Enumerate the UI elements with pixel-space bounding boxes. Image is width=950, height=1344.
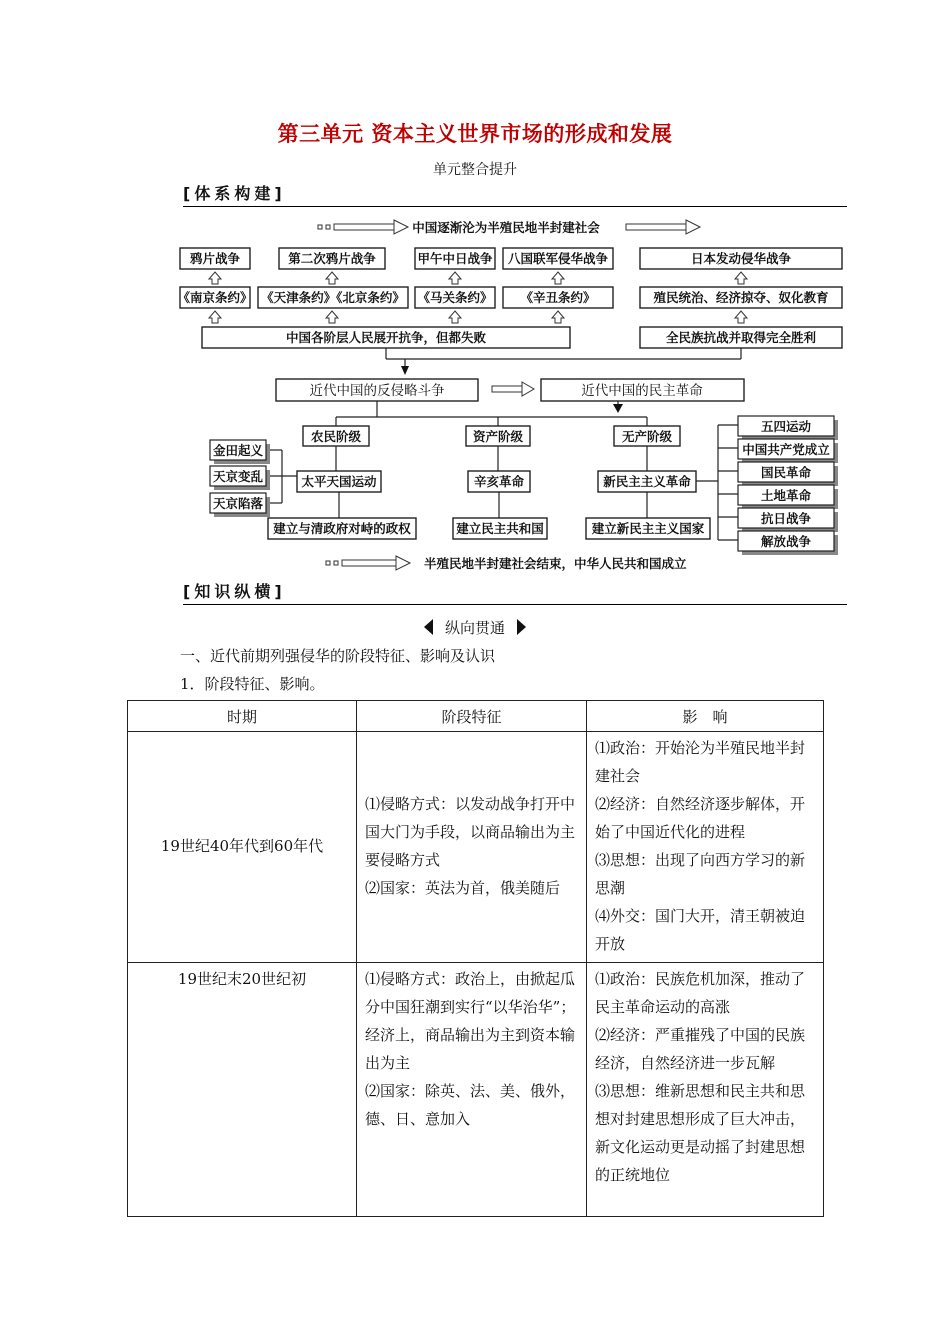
row2-impact-cell <box>587 963 824 1217</box>
row2-feature-2: ⑵国家：除英、法、美、俄外，德、日、意加入 <box>365 1082 576 1128</box>
treaty-boxes <box>177 287 842 308</box>
top-hollow-arrow <box>318 220 700 235</box>
document-subtitle: 单元整合提升 <box>433 162 517 178</box>
row1-impact-3: ⑶思想：出现了向西方学习的新思潮 <box>595 851 806 897</box>
heading-2: 1．阶段特征、影响。 <box>180 675 325 693</box>
heading-1: 一、近代前期列强侵华的阶段特征、影响及认识 <box>180 647 496 665</box>
row2-feature-1: ⑴侵略方式：政治上，由掀起瓜分中国狂潮到实行“以华治华”；经济上，商品输出为主到资本输出为主 <box>365 970 576 1072</box>
event-liberation-war: 解放战争 <box>760 534 812 549</box>
resist-win-text: 全民族抗战并取得完全胜利 <box>665 330 817 345</box>
top-arrow-text: 中国逐渐沦为半殖民地半封建社会 <box>412 220 600 235</box>
row2-period: 19世纪末20世纪初 <box>177 970 307 988</box>
row1-impact-cell <box>587 732 824 963</box>
treaty-shimonoseki: 《马关条约》 <box>417 290 493 305</box>
vertical-label: 纵向贯通 <box>444 619 505 637</box>
anti-aggression-text: 近代中国的反侵略斗争 <box>309 383 445 399</box>
row1-features-cell <box>357 732 587 963</box>
resist-fail-text: 中国各阶层人民展开抗争，但都失败 <box>285 330 487 345</box>
treaty-tianjin-beijing: 《天津条约》《北京条约》 <box>261 290 405 305</box>
event-tianjing-bianluan: 天京变乱 <box>212 469 264 484</box>
bottom-arrow-text: 半殖民地半封建社会结束，中华人民共和国成立 <box>424 556 687 571</box>
row2-period-cell <box>128 963 357 1217</box>
table-header-row <box>128 701 824 732</box>
row1-feature-2: ⑵国家：英法为首，俄美随后 <box>365 879 561 897</box>
header-impact: 影 响 <box>587 701 824 732</box>
war-japan-invasion: 日本发动侵华战争 <box>690 251 792 266</box>
event-anti-japanese-war: 抗日战争 <box>760 511 812 526</box>
row1-period-cell <box>128 732 357 963</box>
middle-hollow-arrow <box>492 382 534 396</box>
row2-impact-2: ⑵经济：严重摧残了中国的民族经济，自然经济进一步瓦解 <box>595 1026 806 1072</box>
treaty-nanjing: 《南京条约》 <box>177 290 253 305</box>
row1-impact-4: ⑷外交：国门大开，清王朝被迫开放 <box>595 907 806 953</box>
proletariat-events <box>718 416 838 555</box>
new-democratic-text: 新民主主义革命 <box>603 474 691 489</box>
header-period: 时期 <box>128 701 357 732</box>
section-heading-system-label: [体系构建] <box>183 184 286 203</box>
taiping-result-text: 建立与清政府对峙的政权 <box>273 521 411 536</box>
war-opium: 鸦片战争 <box>189 251 241 266</box>
new-democratic-result-text: 建立新民主主义国家 <box>591 521 705 536</box>
event-land-revolution: 土地革命 <box>760 488 812 503</box>
event-tianjing-xianluo: 天京陷落 <box>212 496 264 511</box>
row1-period: 19世纪40年代到60年代 <box>160 837 324 855</box>
table-row <box>128 963 824 1217</box>
section-heading-knowledge <box>183 580 847 605</box>
event-ccp-founded: 中国共产党成立 <box>742 442 830 457</box>
row1-feature-1: ⑴侵略方式：以发动战争打开中国大门为手段，以商品输出为主要侵略方式 <box>365 795 576 869</box>
taiping-text: 太平天国运动 <box>301 474 377 489</box>
peasant-class: 农民阶级 <box>310 429 362 444</box>
colonial-rule: 殖民统治、经济掠夺、奴化教育 <box>653 290 829 305</box>
row2-impact-1: ⑴政治：民族危机加深，推动了民主革命运动的高涨 <box>595 970 806 1016</box>
row1-impact-1: ⑴政治：开始沦为半殖民地半封建社会 <box>595 739 806 785</box>
war-sino-japanese: 甲午中日战争 <box>417 251 493 266</box>
up-arrows-row2 <box>209 311 747 323</box>
xinhai-result-text: 建立民主共和国 <box>456 521 544 536</box>
war-eight-nation: 八国联军侵华战争 <box>507 251 609 266</box>
war-second-opium: 第二次鸦片战争 <box>288 251 376 266</box>
row2-impact-3: ⑶思想：维新思想和民主共和思想对封建思想形成了巨大冲击，新文化运动更是动摇了封建思想的正统地位 <box>595 1082 806 1184</box>
event-may-fourth: 五四运动 <box>760 419 812 434</box>
document-title: 第三单元 资本主义世界市场的形成和发展 <box>277 122 673 146</box>
section-heading-knowledge-label: [知识纵横] <box>183 582 286 601</box>
democratic-revolution-text: 近代中国的民主革命 <box>581 383 703 399</box>
bottom-hollow-arrow <box>326 556 687 571</box>
table-row <box>128 732 824 963</box>
row2-features-cell <box>357 963 587 1217</box>
up-arrows-row1 <box>209 272 747 284</box>
xinhai-text: 辛亥革命 <box>473 474 525 489</box>
war-boxes <box>180 248 842 269</box>
bourgeois-class: 资产阶级 <box>472 429 524 444</box>
event-jintian: 金田起义 <box>212 443 264 458</box>
treaty-boxer: 《辛丑条约》 <box>520 290 596 305</box>
row1-impact-2: ⑵经济：自然经济逐步解体，开始了中国近代化的进程 <box>595 795 806 841</box>
event-national-revolution: 国民革命 <box>760 465 812 480</box>
proletariat-class: 无产阶级 <box>621 429 673 444</box>
header-features: 阶段特征 <box>357 701 587 732</box>
stage-features-table <box>127 700 824 1217</box>
